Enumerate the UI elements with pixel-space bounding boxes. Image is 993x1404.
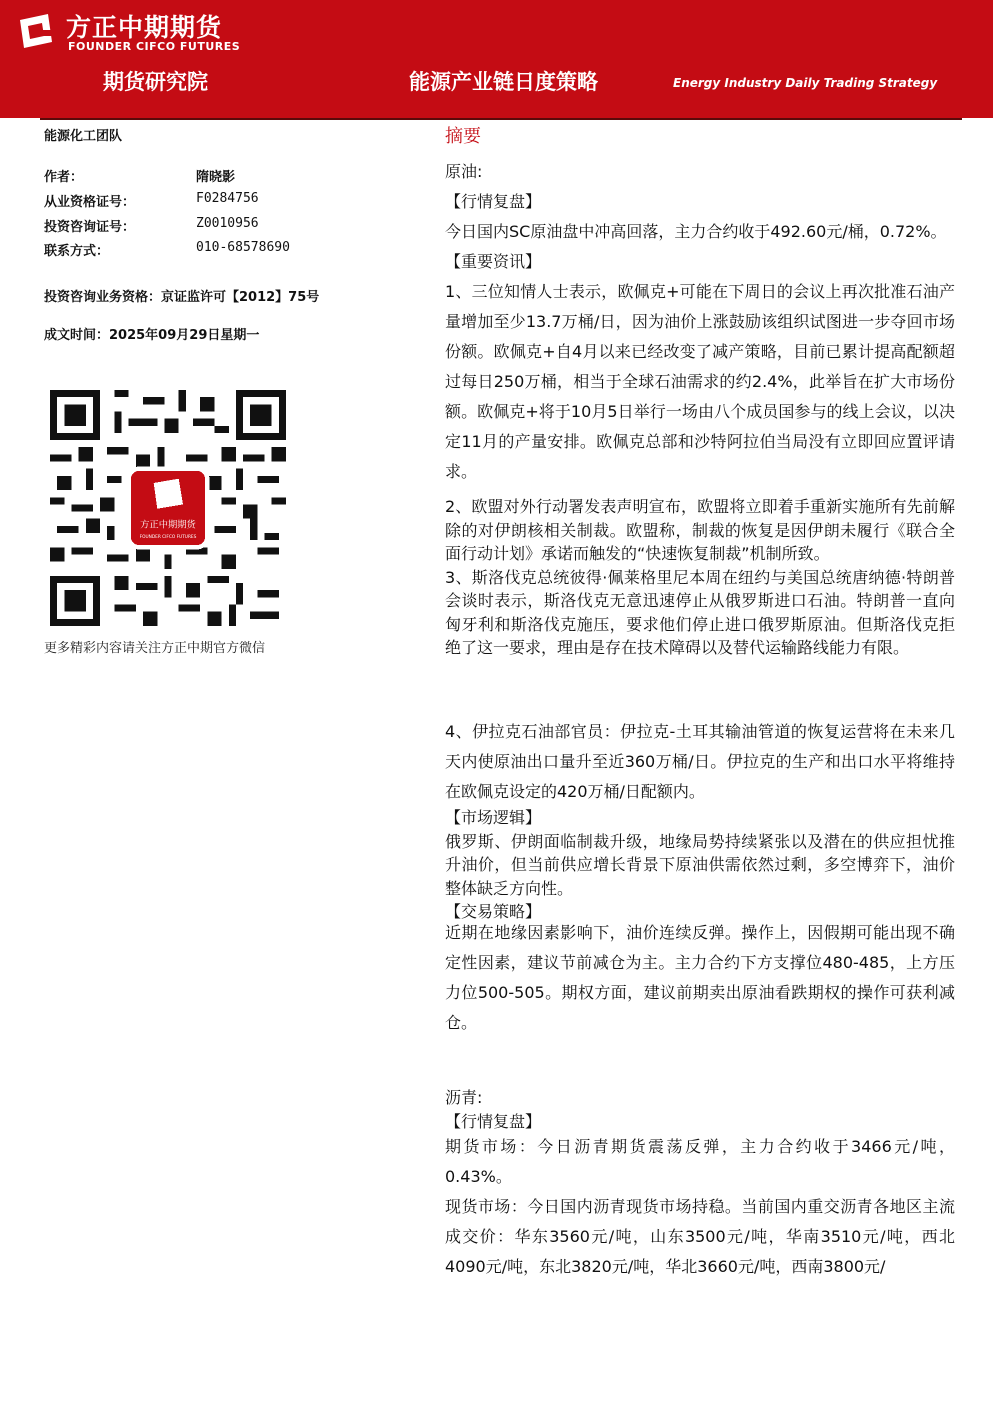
qualification-text: 投资咨询业务资格：京证监许可【2012】75号 xyxy=(44,290,320,305)
asphalt-spot-text: 现货市场：今日国内沥青现货市场持稳。当前国内重交沥青各地区主流成交价：华东3560元/吨，山东3500元/吨，华南3510元/吨，西北4090元/吨，东北3820元/吨，华北3660元/吨，西南3800元/ xyxy=(445,1197,955,1276)
crude-review-text: 今日国内SC原油盘中冲高回落，主力合约收于492.60元/桶，0.72%。 xyxy=(445,222,947,241)
crude-news-4-block xyxy=(445,717,955,807)
crude-news-2: 2、欧盟对外行动署发表声明宣布，欧盟将立即着手重新实施所有先前解除的对伊朗核相关制裁。欧盟称，制裁的恢复是因伊朗未履行《联合全面行动计划》承诺而触发的“快速恢复制裁”机制所致。 xyxy=(445,497,955,563)
license-label: 从业资格证号： xyxy=(44,195,136,210)
consult-license-row xyxy=(44,216,259,235)
contact-row xyxy=(44,240,290,259)
report-title-en: Energy Industry Daily Trading Strategy xyxy=(673,76,938,90)
asphalt-header-block xyxy=(445,1086,955,1133)
asphalt-review-heading: 【行情复盘】 xyxy=(445,1111,542,1131)
asphalt-body-block xyxy=(445,1132,955,1282)
qr-logo-text-en xyxy=(140,534,197,540)
qr-logo-text: 方正中期期货 xyxy=(140,519,196,531)
crude-news-heading: 【重要资讯】 xyxy=(445,252,542,271)
logo-text-en: FOUNDER CIFCO FUTURES xyxy=(68,40,241,53)
crude-logic-heading: 【市场逻辑】 xyxy=(445,808,542,827)
author-value: 隋晓影 xyxy=(196,170,236,185)
institute-name: 期货研究院 xyxy=(103,70,208,94)
author-row xyxy=(44,166,236,185)
contact-label: 联系方式： xyxy=(44,244,110,259)
crude-news-3: 3、斯洛伐克总统彼得·佩莱格里尼本周在纽约与美国总统唐纳德·特朗普会谈时表示，斯洛伐克无意迅速停止从俄罗斯进口石油。特朗普一直向匈牙利和斯洛伐克施压，要求他们停止进口俄罗斯原油。但斯洛伐克拒绝了这一要求，理由是存在技术障碍以及替代运输路线能力有限。 xyxy=(445,567,955,657)
crude-news-4: 4、伊拉克石油部官员：伊拉克-土耳其输油管道的恢复运营将在未来几天内使原油出口量升至近360万桶/日。伊拉克的生产和出口水平将维持在欧佩克设定的420万桶/日配额内。 xyxy=(445,722,955,801)
crude-news-2-block xyxy=(445,495,955,660)
crude-logic-text: 俄罗斯、伊朗面临制裁升级，地缘局势持续紧张以及潜在的供应担忧推升油价，但当前供应增长背景下原油供需依然过剩，多空博弈下，油价整体缺乏方向性。 xyxy=(445,831,955,898)
crude-review-heading: 【行情复盘】 xyxy=(445,192,542,211)
header-banner xyxy=(0,0,993,118)
crude-news-1: 1、三位知情人士表示，欧佩克+可能在下周日的会议上再次批准石油产量增加至少13.7万桶/日，因为油价上涨鼓励该组织试图进一步夺回市场份额。欧佩克+自4月以来已经改变了减产策略，目前已累计提高配额超过每日250万桶，相当于全球石油需求的约2.4%，此举旨在扩大市场份额。欧佩克+将于10月5日举行一场由八个成员国参与的线上会议，以决定11月的产量安排。欧佩克总部和沙特阿拉伯当局没有立即回应置评请求。 xyxy=(445,282,955,481)
license-row xyxy=(44,191,259,210)
summary-heading: 摘要 xyxy=(445,126,481,147)
asphalt-futures-text: 期货市场：今日沥青期货震荡反弹，主力合约收于3466元/吨，0.43%。 xyxy=(445,1137,955,1186)
author-label: 作者： xyxy=(44,170,84,185)
license-value: F0284756 xyxy=(196,191,259,206)
crude-section-top xyxy=(445,157,955,487)
wechat-qr-code[interactable] xyxy=(50,390,286,626)
crude-strategy-block xyxy=(445,918,955,1038)
report-title: 能源产业链日度策略 xyxy=(409,70,598,94)
logo-text-cn: 方正中期期货 xyxy=(66,13,223,42)
crude-strategy-text: 近期在地缘因素影响下，油价连续反弹。操作上，因假期可能出现不确定性因素，建议节前减仓为主。主力合约下方支撑位480-485，上方压力位500-505。期权方面，建议前期卖出原油看跌期权的操作可获利减仓。 xyxy=(445,923,955,1032)
crude-label: 原油: xyxy=(445,162,483,181)
consult-license-label: 投资咨询证号： xyxy=(44,220,136,235)
publish-date: 成文时间：2025年09月29日星期一 xyxy=(44,328,260,343)
founder-logo-icon xyxy=(16,12,56,52)
team-name: 能源化工团队 xyxy=(44,129,123,144)
qr-caption: 更多精彩内容请关注方正中期官方微信 xyxy=(44,641,266,656)
asphalt-label: 沥青: xyxy=(445,1088,483,1107)
header-divider xyxy=(40,118,962,120)
contact-value: 010-68578690 xyxy=(196,240,290,255)
crude-logic-block xyxy=(445,806,955,924)
consult-license-value: Z0010956 xyxy=(196,216,259,231)
crude-strategy-heading: 【交易策略】 xyxy=(445,902,542,921)
